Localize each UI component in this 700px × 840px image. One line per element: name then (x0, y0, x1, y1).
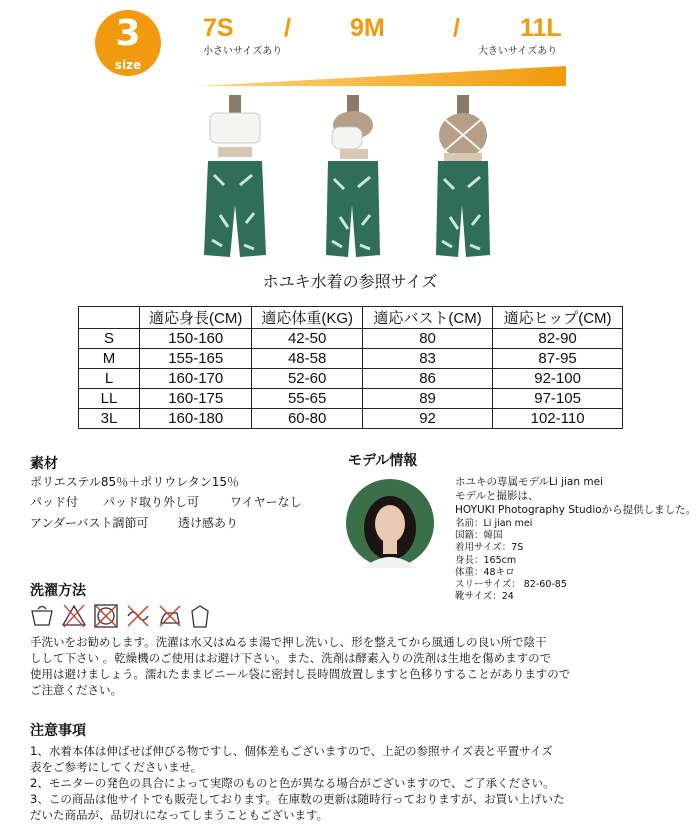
size-11l: 11L (520, 14, 562, 42)
table-cell: 89 (362, 389, 492, 409)
model-info-title: モデル情報 (348, 453, 418, 469)
model-country: 国籍：韓国 (455, 530, 503, 542)
size-count-badge (95, 10, 161, 76)
table-cell: 83 (362, 349, 492, 369)
no-bleach-icon (63, 605, 85, 627)
badge-number: 3 (115, 13, 141, 54)
material-composition: ポリエステル85％＋ポリウレタン15％ (30, 475, 239, 489)
hang-dry-icon (192, 606, 208, 627)
table-cell: 92 (362, 409, 492, 429)
small-size-note: 小さいサイズあり (203, 46, 283, 57)
swimsuit-front-figure (200, 95, 270, 265)
feature-adjustable-underbust: アンダーバスト調節可 (30, 516, 149, 530)
table-header: 適応バスト(CM) (362, 307, 492, 329)
model-name: 名前：Li jian mei (455, 518, 533, 529)
table-cell: 160-170 (140, 369, 252, 389)
feature-removable-pad: パッド取り外し可 (103, 495, 200, 509)
badge-label: size (114, 58, 142, 72)
table-cell: LL (79, 389, 140, 409)
table-cell: 87-95 (493, 349, 623, 369)
table-cell: M (79, 349, 140, 369)
size-separator: / (284, 14, 291, 42)
table-cell: 42-50 (252, 329, 362, 349)
table-header: 適応身長(CM) (140, 307, 252, 329)
model-shoe-size: 靴サイズ：24 (455, 591, 514, 603)
size-table (78, 306, 623, 429)
note-line: 2、モニターの発色の具合によって実際のものと色が異なる場合がございますので、ご了承ください。 (30, 776, 555, 790)
table-cell: 155-165 (140, 349, 252, 369)
table-cell: 48-58 (252, 349, 362, 369)
table-cell: 3L (79, 409, 140, 429)
table-cell: 160-175 (140, 389, 252, 409)
notes-body (30, 743, 690, 823)
table-row (79, 329, 623, 349)
no-tumble-dry-icon (95, 605, 117, 627)
large-size-note: 大きいサイズあり (478, 46, 558, 57)
table-row (79, 409, 623, 429)
size-9m: 9M (350, 14, 385, 42)
table-cell: 80 (362, 329, 492, 349)
table-row (79, 369, 623, 389)
feature-pad: パッド付 (30, 495, 79, 509)
feature-sheer: 透け感あり (178, 516, 239, 530)
table-cell: 102-110 (493, 409, 623, 429)
table-cell: S (79, 329, 140, 349)
washing-line: しして下さい 。乾燥機のご使用はお避け下さい。また、洗剤は酵素入りの洗剤は生地を傷めますので (30, 651, 552, 665)
material-title: 素材 (30, 456, 58, 472)
table-cell: 150-160 (140, 329, 252, 349)
table-cell: 92-100 (493, 369, 623, 389)
table-header: 適応ヒップ(CM) (493, 307, 623, 329)
model-line-1: ホユキの専属モデルLi jian mei (455, 476, 603, 488)
model-three-sizes: スリーサイズ： 82-60-85 (455, 579, 567, 591)
table-header-row (79, 307, 623, 329)
notes-title: 注意事項 (30, 723, 86, 739)
size-7s: 7S (203, 14, 234, 42)
note-line: 1、水着本体は伸ばせば伸びる物ですし、個体差もございますので、上記の参照サイズ表と平置サイズ (30, 744, 553, 758)
table-row (79, 349, 623, 369)
table-cell: 60-80 (252, 409, 362, 429)
model-line-3: HOYUKI Photography Studioから提供しました。 (455, 504, 697, 516)
model-weight: 体重：48キロ (455, 566, 515, 578)
washing-instructions (30, 634, 690, 698)
model-line-2: モデルと撮影は、 (455, 490, 539, 502)
feature-no-wire: ワイヤーなし (230, 495, 302, 509)
care-icons (30, 603, 210, 629)
table-cell: 160-180 (140, 409, 252, 429)
model-details (455, 518, 567, 603)
swimsuit-side-figure (318, 95, 388, 265)
note-line: 3、この商品は他サイトでも販売しております。在庫数の更新は随時行っておりますが、お買い上げいた (30, 792, 565, 806)
washing-line: 手洗いをお勧めします。洗濯は水又はぬるま湯で押し洗いし、形を整えてから風通しの良い所で陰干 (30, 635, 547, 649)
table-row (79, 389, 623, 409)
table-cell: 86 (362, 369, 492, 389)
hand-wash-icon (32, 607, 52, 626)
model-size: 着用サイズ：7S (455, 542, 524, 554)
no-wring-icon (128, 606, 148, 626)
table-header (79, 307, 140, 329)
washing-line: ご注意ください。 (30, 683, 122, 697)
size-table-title: ホユキ水着の参照サイズ (262, 272, 438, 291)
table-cell: 97-105 (493, 389, 623, 409)
note-line: 表をご参考にしてくださいませ。 (30, 760, 203, 774)
size-separator: / (453, 14, 460, 42)
table-cell: L (79, 369, 140, 389)
washing-title: 洗濯方法 (30, 583, 86, 599)
note-line: だいた商品が、品切れになってしまうこともございます。 (30, 808, 329, 822)
size-gradient-wedge (200, 64, 568, 88)
table-cell: 55-65 (252, 389, 362, 409)
table-cell: 52-60 (252, 369, 362, 389)
model-photo (345, 478, 435, 568)
table-header: 適応体重(KG) (252, 307, 362, 329)
no-iron-icon (160, 606, 180, 626)
model-height: 身長：165cm (455, 554, 517, 566)
table-cell: 82-90 (493, 329, 623, 349)
washing-line: 使用は避けましょう。濡れたままビニール袋に密封し長時間放置しますと色移りすることがありますので (30, 667, 571, 681)
swimsuit-back-figure (428, 95, 498, 265)
